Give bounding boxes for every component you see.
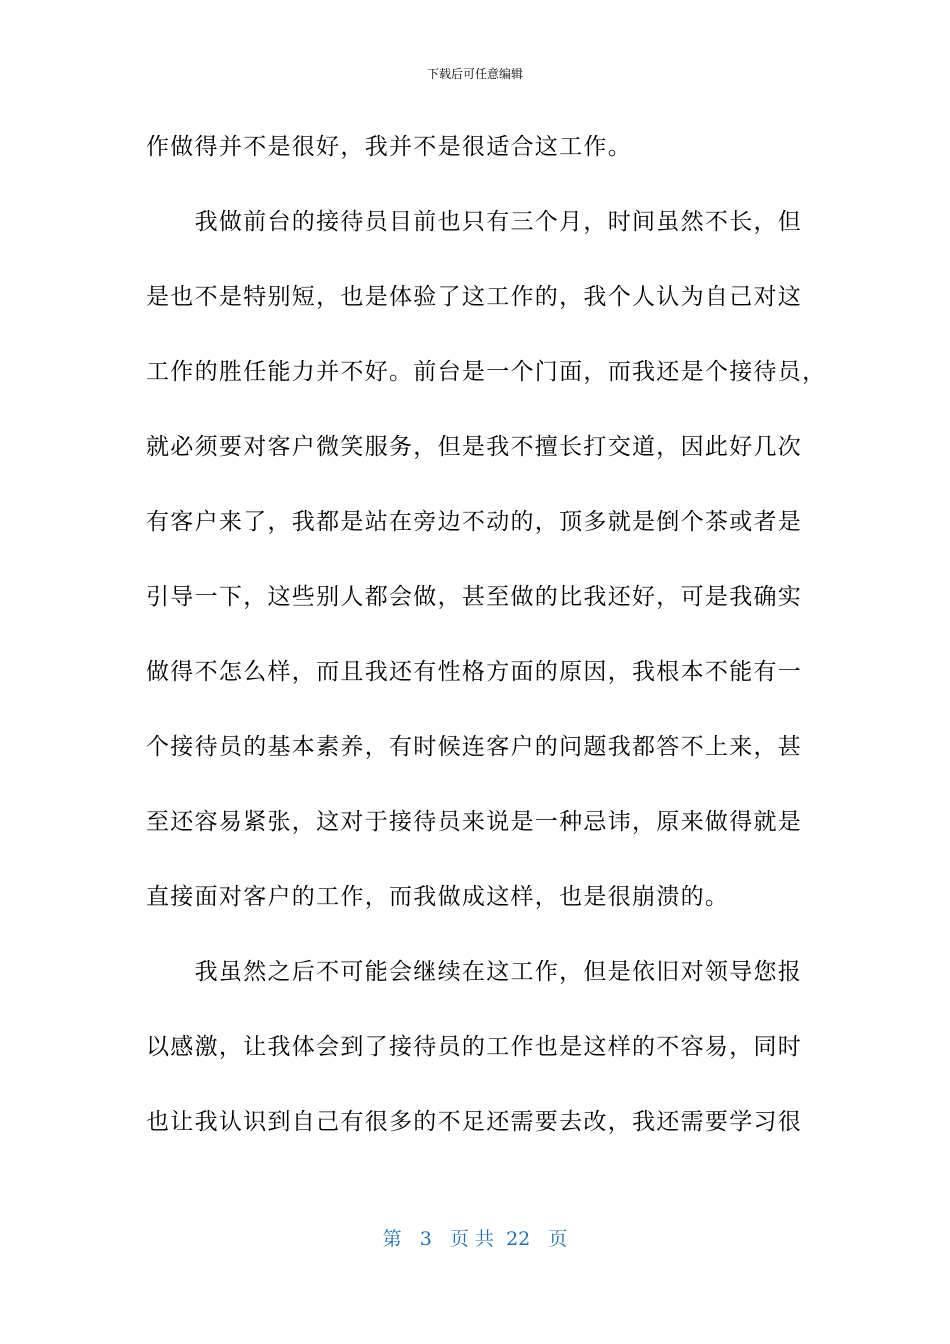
text-line: 就必须要对客户微笑服务，但是我不擅长打交道，因此好几次 — [146, 434, 803, 460]
text-line: 作做得并不是很好，我并不是很适合这工作。 — [146, 134, 632, 160]
text-line: 做得不怎么样，而且我还有性格方面的原因，我根本不能有一 — [146, 659, 803, 685]
page-footer — [0, 1226, 950, 1252]
footer-total-pages: 22 — [506, 1228, 531, 1250]
text-line: 直接面对客户的工作，而我做成这样，也是很崩溃的。 — [146, 884, 730, 910]
page-header: 下载后可任意编辑 — [426, 67, 523, 81]
text-line: 是也不是特别短，也是体验了这工作的，我个人认为自己对这 — [146, 284, 803, 310]
text-line: 工作的胜任能力并不好。前台是一个门面，而我还是个接待员， — [146, 359, 827, 385]
footer-prefix: 第 — [382, 1228, 402, 1250]
footer-suffix: 页 — [548, 1228, 568, 1250]
text-line: 以感激，让我体会到了接待员的工作也是这样的不容易，同时 — [146, 1034, 803, 1060]
text-line: 引导一下，这些别人都会做，甚至做的比我还好，可是我确实 — [146, 584, 803, 610]
footer-middle: 页 共 — [449, 1228, 494, 1250]
text-line: 我虽然之后不可能会继续在这工作，但是依旧对领导您报 — [146, 959, 803, 985]
text-line: 至还容易紧张，这对于接待员来说是一种忌讳，原来做得就是 — [146, 809, 803, 835]
text-line: 我做前台的接待员目前也只有三个月，时间虽然不长，但 — [146, 209, 803, 235]
text-line: 有客户来了，我都是站在旁边不动的，顶多就是倒个茶或者是 — [146, 509, 803, 535]
text-line: 个接待员的基本素养，有时候连客户的问题我都答不上来，甚 — [146, 734, 803, 760]
text-line: 也让我认识到自己有很多的不足还需要去改，我还需要学习很 — [146, 1109, 803, 1135]
footer-current-page: 3 — [419, 1228, 432, 1250]
